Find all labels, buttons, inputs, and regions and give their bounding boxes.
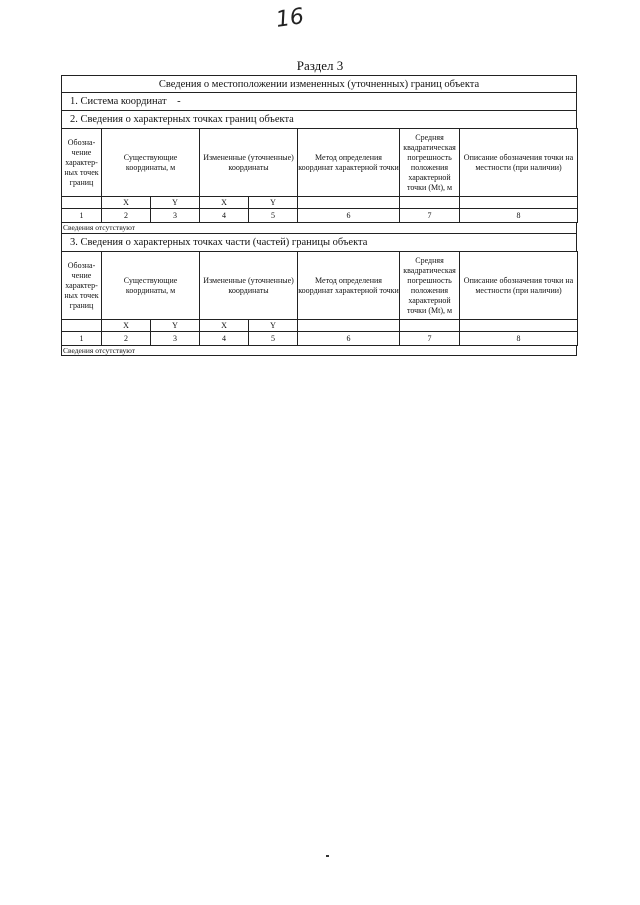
subheader-row [62,197,578,209]
points-table [61,128,578,223]
number-row [62,209,578,223]
header-cell: Описание обозначения точки на местности (при наличии) [460,252,578,320]
header-cell: Средняя квадратическая погрешность положения характерной точки (Mt), м [400,129,460,197]
subheader-cell [460,197,578,209]
table-caption: 3. Сведения о характерных точках части (частей) границы объекта [61,233,577,251]
coord-system-row [61,92,577,110]
coord-system-label: 1. Система координат [70,96,167,107]
header-cell: Метод определения координат характерной точки [298,129,400,197]
subheader-cell [400,320,460,332]
coord-system-value: - [177,96,181,107]
subheader-cell: X [102,197,151,209]
header-cell: Средняя квадратическая погрешность положения характерной точки (Mt), м [400,252,460,320]
table-caption: 2. Сведения о характерных точках границ объекта [61,110,577,128]
subheader-row [62,320,578,332]
number-cell: 5 [249,332,298,346]
subheader-cell [298,197,400,209]
subheader-cell [62,320,102,332]
number-cell: 5 [249,209,298,223]
header-cell: Обозна-чение характер-ных точек границ [62,252,102,320]
number-cell: 2 [102,209,151,223]
scan-dot [326,855,329,857]
header-cell: Обозна-чение характер-ных точек границ [62,129,102,197]
number-cell: 4 [200,332,249,346]
document-block [61,75,577,356]
number-cell: 7 [400,332,460,346]
no-data-note: Сведения отсутствуют [61,346,577,356]
number-cell: 4 [200,209,249,223]
subheader-cell: X [200,320,249,332]
header-cell: Измененные (уточненные) координаты [200,129,298,197]
part-points-table [61,251,578,346]
header-cell: Метод определения координат характерной точки [298,252,400,320]
block-title: Сведения о местоположении измененных (уточненных) границ объекта [61,75,577,92]
number-cell: 3 [151,332,200,346]
no-data-note: Сведения отсутствуют [61,223,577,233]
number-cell: 2 [102,332,151,346]
number-cell: 1 [62,209,102,223]
header-cell: Описание обозначения точки на местности (при наличии) [460,129,578,197]
section-title: Раздел 3 [296,58,344,73]
subheader-cell: X [102,320,151,332]
header-cell: Существующие координаты, м [102,129,200,197]
subheader-cell [460,320,578,332]
subheader-cell: Y [151,197,200,209]
subheader-cell: Y [249,320,298,332]
subheader-cell: X [200,197,249,209]
number-cell: 7 [400,209,460,223]
subheader-cell: Y [151,320,200,332]
subheader-cell: Y [249,197,298,209]
number-cell: 8 [460,332,578,346]
header-cell: Измененные (уточненные) координаты [200,252,298,320]
number-cell: 6 [298,332,400,346]
subheader-cell [298,320,400,332]
number-row [62,332,578,346]
number-cell: 8 [460,209,578,223]
header-cell: Существующие координаты, м [102,252,200,320]
subheader-cell [400,197,460,209]
subheader-cell [62,197,102,209]
page-number: 16 [274,4,306,33]
header-row [62,129,578,197]
number-cell: 3 [151,209,200,223]
header-row [62,252,578,320]
number-cell: 6 [298,209,400,223]
number-cell: 1 [62,332,102,346]
